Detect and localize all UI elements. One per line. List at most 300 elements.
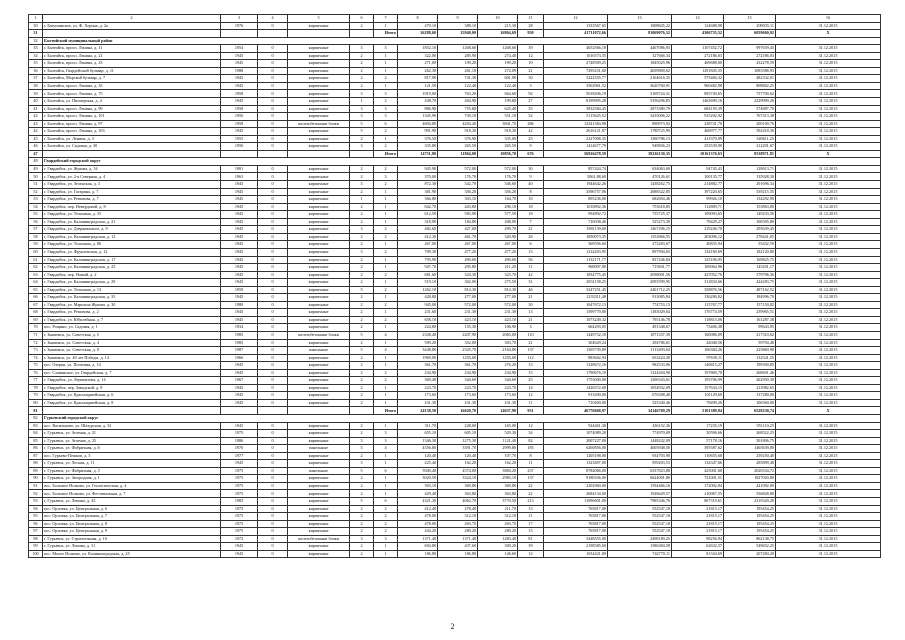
table-cell: 3169724,31 <box>608 90 672 98</box>
table-cell: 370,00 <box>398 173 438 181</box>
table-cell: 107,70 <box>478 452 518 460</box>
table-cell: 1275,30 <box>438 437 478 445</box>
table-cell: 425001,60 <box>672 467 724 475</box>
table-cell: 1967 <box>221 377 258 385</box>
table-cell: пос. Орловка, ул. Центральная, д. 8 <box>43 520 221 528</box>
table-cell: 4 <box>374 331 398 339</box>
table-cell: пос. Большое Исаково, ул. Фестивальная, д. 7 <box>43 490 221 498</box>
table-cell: 0 <box>258 165 288 173</box>
table-cell: 5 <box>350 467 374 475</box>
table-cell: 477,20 <box>438 248 478 256</box>
table-cell: 2 <box>374 316 398 324</box>
table-cell: 6260856,00 <box>544 445 608 453</box>
table-cell: 81069076,52 <box>608 30 672 38</box>
table-cell: 59794,40 <box>724 339 776 347</box>
table-cell: кирпичные <box>288 316 350 324</box>
table-cell: 1083586,93 <box>724 67 776 75</box>
table-cell: 1 <box>374 196 398 204</box>
table-cell: 21 <box>518 294 544 302</box>
table-cell: кирпичные <box>288 339 350 347</box>
table-cell: 5 <box>350 498 374 506</box>
table-cell: 2 <box>350 241 374 249</box>
table-cell: 0 <box>258 460 288 468</box>
table-cell: 128613,71 <box>724 165 776 173</box>
table-cell: 327666,34 <box>608 52 672 60</box>
table-cell: 26 <box>518 233 544 241</box>
table-cell: 91 <box>29 482 43 490</box>
table-cell: 42 <box>518 271 544 279</box>
table-cell: 1958 <box>221 120 258 128</box>
table-row <box>29 105 881 113</box>
table-cell: 18 <box>518 203 544 211</box>
table-cell: г. Гурьевск, ул. Строительная, д. 10 <box>43 535 221 543</box>
table-cell: 0 <box>258 188 288 196</box>
table-cell <box>258 30 288 38</box>
table-cell: 52 <box>518 113 544 121</box>
table-row <box>29 271 881 279</box>
table-cell: 31.12.2015 <box>776 369 881 377</box>
table-cell: 0 <box>258 90 288 98</box>
table-cell: 118815,06 <box>672 316 724 324</box>
table-cell: 2 <box>350 211 374 219</box>
table-cell: кирпичные <box>288 498 350 506</box>
table-cell: 43 <box>29 120 43 128</box>
table-cell: 94 <box>29 505 43 513</box>
table-cell: 0 <box>258 482 288 490</box>
table-cell: 31.12.2015 <box>776 135 881 143</box>
table-cell: 1986 <box>221 437 258 445</box>
table-cell: 21 <box>518 339 544 347</box>
table-cell: 1 <box>374 543 398 551</box>
table-cell: г. Гурьевск, ул. Зеленая, д. 21 <box>43 430 221 438</box>
table-cell: 2 <box>350 233 374 241</box>
table-cell: 0 <box>258 45 288 53</box>
table-body <box>29 15 881 558</box>
table-cell: 655,10 <box>398 430 438 438</box>
table-cell: кирпичные <box>288 271 350 279</box>
table-cell: пос. Орловка, ул. Центральная, д. 6 <box>43 505 221 513</box>
table-cell: 277,00 <box>438 294 478 302</box>
table-cell: 1985 <box>221 331 258 339</box>
table-cell: кирпичные <box>288 218 350 226</box>
table-cell: 303,10 <box>438 196 478 204</box>
table-row <box>29 331 881 339</box>
table-cell: 213982,65 <box>724 384 776 392</box>
table-cell: 2684134,00 <box>544 490 608 498</box>
table-cell: 265,50 <box>478 143 518 151</box>
table-cell: 413370,09 <box>672 135 724 143</box>
section-title: Гурьевский городской округ <box>43 414 881 422</box>
table-cell: 82 <box>518 437 544 445</box>
table-cell: 11 <box>518 460 544 468</box>
table-cell: 1 <box>374 211 398 219</box>
table-cell: 31.12.2015 <box>776 279 881 287</box>
table-cell: кирпичные <box>288 256 350 264</box>
table-cell: кирпичные <box>288 60 350 68</box>
table-cell: 11 <box>518 399 544 407</box>
table-cell: 1 <box>374 188 398 196</box>
table-cell: 1945 <box>221 233 258 241</box>
table-cell: 1827020,80 <box>724 475 776 483</box>
table-cell: 2058001,56 <box>608 271 672 279</box>
table-cell: 369,80 <box>478 482 518 490</box>
table-cell: 2 <box>350 173 374 181</box>
table-cell: 16620,70 <box>438 407 478 415</box>
table-cell: 92 <box>518 90 544 98</box>
table-cell: г. Гурьевск, ул. Ленина, д. 43 <box>43 498 221 506</box>
table-cell: 3391,70 <box>438 445 478 453</box>
table-row <box>29 399 881 407</box>
table-row <box>29 173 881 181</box>
table-cell: 4356,80 <box>398 445 438 453</box>
table-cell: г. Гурьевск, ул. Загородная, д. 1 <box>43 475 221 483</box>
table-cell: 228,00 <box>438 422 478 430</box>
table-cell: 552547,18 <box>608 513 672 521</box>
table-cell: 1047672,13 <box>544 301 608 309</box>
table-cell: 427052,70 <box>672 271 724 279</box>
table-cell: 55 <box>29 211 43 219</box>
table-row <box>29 369 881 377</box>
table-cell: 3324,10 <box>438 475 478 483</box>
table-cell: 272186,03 <box>724 52 776 60</box>
table-cell: 676308,40 <box>608 392 672 400</box>
table-cell: 947,70 <box>398 264 438 272</box>
table-cell: 273283,67 <box>608 241 672 249</box>
table-cell: 542,70 <box>438 181 478 189</box>
table-cell: 574887,70 <box>724 105 776 113</box>
table-cell: 684159,39 <box>672 105 724 113</box>
table-cell: 381,90 <box>398 188 438 196</box>
table-cell: 1010892,36 <box>544 203 608 211</box>
table-cell: 3884,20 <box>478 467 518 475</box>
table-cell: 31.12.2015 <box>776 430 881 438</box>
table-cell: 121,50 <box>398 82 438 90</box>
table-cell: 137280,00 <box>724 392 776 400</box>
table-cell: 525340,46 <box>608 399 672 407</box>
table-cell: 12 <box>518 392 544 400</box>
table-cell: 1945 <box>221 550 258 558</box>
column-number: 14 <box>672 15 724 23</box>
table-cell: 72 <box>29 339 43 347</box>
table-cell: кирпичные <box>288 241 350 249</box>
table-cell: 1346,30 <box>398 437 438 445</box>
table-cell: 1945 <box>221 181 258 189</box>
table-cell: 549652,25 <box>724 543 776 551</box>
table-cell: 31.12.2015 <box>776 181 881 189</box>
table-cell: 0 <box>258 196 288 204</box>
table-cell: 40 <box>29 98 43 106</box>
table-cell: 193706,99 <box>672 377 724 385</box>
table-cell: 753618,85 <box>608 203 672 211</box>
table-cell: 444,20 <box>398 528 438 536</box>
table-cell: 575484,32 <box>672 75 724 83</box>
table-cell: г. Балтийск, просп. Ленина, д. 101 <box>43 113 221 121</box>
table-cell: 1963 <box>221 173 258 181</box>
table-cell: 1 <box>374 52 398 60</box>
table-cell: 369,40 <box>398 377 438 385</box>
table-cell: 74 <box>29 354 43 362</box>
table-cell: 709,30 <box>398 248 438 256</box>
page-number: 2 <box>450 622 455 631</box>
table-cell: 31.12.2015 <box>776 498 881 506</box>
table-row <box>29 135 881 143</box>
table-cell: 393,10 <box>398 482 438 490</box>
table-cell: 1987 <box>221 347 258 355</box>
table-cell: 17 <box>518 520 544 528</box>
table-cell: 93 <box>29 498 43 506</box>
table-cell: кирпичные <box>288 98 350 106</box>
table-cell: 0 <box>258 347 288 355</box>
table-cell: 31.12.2015 <box>776 60 881 68</box>
table-cell: 1 <box>374 392 398 400</box>
table-cell: 173,60 <box>438 392 478 400</box>
table-cell: 40835,94 <box>672 241 724 249</box>
table-cell: пос. Малое Исаково, ул. Калининградская, д. 25 <box>43 550 221 558</box>
table-cell: 52 <box>29 188 43 196</box>
table-cell: 39 <box>518 45 544 53</box>
table-cell: 470126,61 <box>608 173 672 181</box>
table-cell: 2 <box>374 301 398 309</box>
table-cell: 1945 <box>221 392 258 400</box>
table-cell: 3448555,00 <box>544 535 608 543</box>
table-cell: 653424,30 <box>608 354 672 362</box>
table-cell: 994892,72 <box>544 211 608 219</box>
table-cell: 6 <box>374 120 398 128</box>
table-cell: 295,80 <box>438 264 478 272</box>
table-cell: 1371,40 <box>398 535 438 543</box>
table-cell: 162,20 <box>478 460 518 468</box>
table-cell: 21815,17 <box>672 520 724 528</box>
table-row <box>29 535 881 543</box>
table-cell: 83 <box>29 422 43 430</box>
table-cell: 225860,98 <box>724 347 776 355</box>
table-cell: 0 <box>258 528 288 536</box>
table-cell: 0 <box>258 60 288 68</box>
table-cell: пос. Большое Исаково, ул. Геологическая, д. 4 <box>43 482 221 490</box>
table-cell: 552547,18 <box>608 520 672 528</box>
table-cell: г. Гвардейск, пер. Заводской, д. 9 <box>43 384 221 392</box>
table-cell: 8538971,81 <box>724 150 776 158</box>
table-cell: 285899,40 <box>724 460 776 468</box>
table-cell: кирпичные <box>288 173 350 181</box>
table-cell: 265,70 <box>438 520 478 528</box>
table-cell: 883602,94 <box>544 354 608 362</box>
table-cell: 0 <box>258 316 288 324</box>
table-cell: 31.12.2015 <box>776 286 881 294</box>
table-cell: 26288,60 <box>398 30 438 38</box>
table-cell: 31.12.2015 <box>776 165 881 173</box>
table-cell: 1945 <box>221 248 258 256</box>
table-cell: кирпичные <box>288 377 350 385</box>
table-cell: 184,80 <box>438 218 478 226</box>
table-cell: 31.12.2015 <box>776 354 881 362</box>
table-cell: 31.12.2015 <box>776 113 881 121</box>
table-row <box>29 45 881 53</box>
table-cell: 490,60 <box>478 256 518 264</box>
table-cell: 1352866,55 <box>608 233 672 241</box>
table-cell: 1 <box>374 256 398 264</box>
table-cell: 1945 <box>221 256 258 264</box>
table-cell: 31.12.2015 <box>776 301 881 309</box>
table-cell: 80 <box>29 399 43 407</box>
table-cell: 2999,80 <box>478 445 518 453</box>
table-cell: 31.12.2015 <box>776 173 881 181</box>
table-cell: 1448242,09 <box>608 437 672 445</box>
table-cell: 1054932,09 <box>608 384 672 392</box>
table-cell: 441092,00 <box>724 482 776 490</box>
table-cell: 1852,10 <box>398 45 438 53</box>
table-cell: кирпичные <box>288 513 350 521</box>
table-cell: 31.12.2015 <box>776 347 881 355</box>
table-cell: железобетонные блоки <box>288 120 350 128</box>
table-cell: 56926478,59 <box>544 150 608 158</box>
table-cell: 2 <box>350 52 374 60</box>
table-cell: 99 <box>29 543 43 551</box>
table-cell: 176,70 <box>438 173 478 181</box>
table-cell: 17235,19 <box>672 422 724 430</box>
table-cell: 1 <box>374 60 398 68</box>
table-cell: 101129,60 <box>672 392 724 400</box>
table-cell: 0 <box>258 211 288 219</box>
table-cell: 24138,50 <box>398 407 438 415</box>
table-cell: 0 <box>258 339 288 347</box>
table-row <box>29 475 881 483</box>
table-cell: г. Гвардейск, пер. Новый, д. 2 <box>43 271 221 279</box>
table-cell: 21815,17 <box>672 528 724 536</box>
table-cell: 31 <box>29 30 43 38</box>
table-cell: 31.12.2015 <box>776 241 881 249</box>
table-cell: 1945 <box>221 362 258 370</box>
table-cell: 212201,67 <box>724 143 776 151</box>
table-cell: 320,90 <box>478 233 518 241</box>
table-cell: 0 <box>258 264 288 272</box>
table-cell: 2 <box>350 543 374 551</box>
table-cell: 97639,11 <box>672 354 724 362</box>
table-cell: 262950,30 <box>724 377 776 385</box>
table-cell: 31.12.2015 <box>776 422 881 430</box>
table-cell: 57178,16 <box>672 437 724 445</box>
table-cell: 5 <box>350 331 374 339</box>
table-cell: кирпичные <box>288 422 350 430</box>
table-cell: кирпичные <box>288 67 350 75</box>
table-cell: 3 <box>350 90 374 98</box>
table-cell: 642,70 <box>398 203 438 211</box>
table-cell: 3 <box>374 45 398 53</box>
table-cell: 3 <box>518 82 544 90</box>
table-cell: 2 <box>350 354 374 362</box>
table-cell: 1919,00 <box>398 90 438 98</box>
table-cell: 918,30 <box>478 128 518 136</box>
table-cell: 322,00 <box>398 52 438 60</box>
table-cell: 867319,61 <box>672 498 724 506</box>
table-cell: кирпичные <box>288 550 350 558</box>
table-cell: 2093599,95 <box>608 279 672 287</box>
table-cell: 14637,90 <box>478 407 518 415</box>
table-cell: 6 <box>518 241 544 249</box>
table-row <box>29 309 881 317</box>
table-cell: 1 <box>374 384 398 392</box>
table-cell: кирпичные <box>288 490 350 498</box>
table-cell: 186,80 <box>438 550 478 558</box>
table-cell: 184996,70 <box>724 294 776 302</box>
table-cell: 31.12.2015 <box>776 248 881 256</box>
table-cell: 466977,77 <box>672 128 724 136</box>
table-cell: 2 <box>350 475 374 483</box>
table-cell: 1988 <box>221 67 258 75</box>
table-cell: 0 <box>258 22 288 30</box>
table-cell: 51 <box>29 181 43 189</box>
table-cell: 1975 <box>221 482 258 490</box>
table-row <box>29 233 881 241</box>
table-cell: 58 <box>29 233 43 241</box>
table-cell: 774753,13 <box>608 301 672 309</box>
table-cell: 12 <box>518 550 544 558</box>
table-cell: кирпичные <box>288 528 350 536</box>
table-cell: 31.12.2015 <box>776 452 881 460</box>
table-cell: 1255,60 <box>478 354 518 362</box>
table-cell: 0 <box>258 490 288 498</box>
table-cell: 2 <box>374 233 398 241</box>
table-cell: кирпичные <box>288 52 350 60</box>
table-cell: г. Балтийск, просп. Ленина, д. 97 <box>43 120 221 128</box>
table-cell: 237 <box>518 467 544 475</box>
table-row <box>29 513 881 521</box>
table-cell: 1 <box>374 324 398 332</box>
table-cell: 15 <box>518 528 544 536</box>
table-cell: 4306735,52 <box>672 30 724 38</box>
table-cell: 945,90 <box>398 165 438 173</box>
table-cell: 134292,90 <box>724 196 776 204</box>
table-cell: 36 <box>29 67 43 75</box>
table-cell: 86 <box>29 445 43 453</box>
table-cell: 1255,60 <box>438 354 478 362</box>
table-cell: 2 <box>374 377 398 385</box>
table-cell: 3 <box>374 430 398 438</box>
table-cell: 90 <box>29 475 43 483</box>
table-cell: 42 <box>29 113 43 121</box>
table-cell: 1945 <box>221 188 258 196</box>
table-cell: 2 <box>350 430 374 438</box>
table-row <box>29 113 881 121</box>
table-cell: 169825,75 <box>724 256 776 264</box>
table-cell: 5940,40 <box>398 467 438 475</box>
column-number-row <box>29 15 881 23</box>
table-cell: 2 <box>350 218 374 226</box>
table-cell: 31.12.2015 <box>776 203 881 211</box>
table-cell: 78 <box>29 384 43 392</box>
table-cell: 16864,69 <box>478 30 518 38</box>
table-row <box>29 430 881 438</box>
table-cell: 149233,56 <box>724 211 776 219</box>
table-cell: 945,00 <box>398 301 438 309</box>
table-cell: кирпичные <box>288 248 350 256</box>
table-cell: 432278,59 <box>724 60 776 68</box>
table-cell: 808802,25 <box>724 82 776 90</box>
table-cell: 5356296,83 <box>608 98 672 106</box>
table-cell: 1345,90 <box>398 113 438 121</box>
table-cell: 2 <box>350 188 374 196</box>
table-cell: 208,00 <box>478 218 518 226</box>
table-row <box>29 452 881 460</box>
table-cell: 99643,95 <box>724 324 776 332</box>
table-row <box>29 188 881 196</box>
table-cell: 1 <box>374 135 398 143</box>
table-cell: 2 <box>350 528 374 536</box>
table-cell: 60 <box>29 248 43 256</box>
table-cell: 81344,69 <box>672 550 724 558</box>
table-cell: 8784066,00 <box>544 467 608 475</box>
table-cell: 31.12.2015 <box>776 294 881 302</box>
